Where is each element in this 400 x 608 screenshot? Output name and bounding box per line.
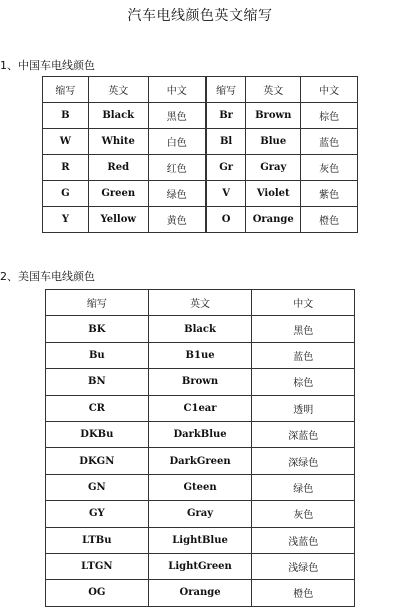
table-cell: 棕色 bbox=[252, 369, 355, 395]
table-cell: 紫色 bbox=[301, 181, 358, 207]
column-header: 英文 bbox=[246, 77, 301, 103]
table-row bbox=[46, 580, 355, 606]
table-row bbox=[43, 155, 358, 181]
table-cell: 深蓝色 bbox=[252, 421, 355, 447]
table-cell: 透明 bbox=[252, 395, 355, 421]
table-cell: 黑色 bbox=[148, 103, 206, 129]
section-2-heading: 2、美国车电线颜色 bbox=[0, 270, 95, 283]
table-cell: BK bbox=[46, 316, 149, 342]
column-header: 缩写 bbox=[43, 77, 89, 103]
table-header-row bbox=[43, 77, 358, 103]
table-cell: LightBlue bbox=[148, 527, 252, 553]
table-cell: Gteen bbox=[148, 474, 252, 500]
table-cell: Orange bbox=[246, 207, 301, 233]
table-cell: GN bbox=[46, 474, 149, 500]
table-cell: 浅蓝色 bbox=[252, 527, 355, 553]
table-cell: Blue bbox=[246, 129, 301, 155]
table-cell: 灰色 bbox=[252, 501, 355, 527]
table-cell: Violet bbox=[246, 181, 301, 207]
table-cell: LTGN bbox=[46, 553, 149, 579]
table-cell: White bbox=[88, 129, 148, 155]
table-cell: LightGreen bbox=[148, 553, 252, 579]
table-row bbox=[43, 103, 358, 129]
table-cell: 黑色 bbox=[252, 316, 355, 342]
table-cell: 橙色 bbox=[301, 207, 358, 233]
table-cell: Gray bbox=[148, 501, 252, 527]
usa-wire-color-table bbox=[45, 289, 355, 607]
table-cell: 浅绿色 bbox=[252, 553, 355, 579]
table-row bbox=[43, 181, 358, 207]
table-cell: Br bbox=[206, 103, 246, 129]
table-cell: 棕色 bbox=[301, 103, 358, 129]
table-cell: 白色 bbox=[148, 129, 206, 155]
china-wire-color-table bbox=[42, 76, 358, 233]
table-row bbox=[46, 342, 355, 368]
table-cell: 红色 bbox=[148, 155, 206, 181]
table-cell: Green bbox=[88, 181, 148, 207]
table-cell: Brown bbox=[148, 369, 252, 395]
table-cell: 黄色 bbox=[148, 207, 206, 233]
column-header: 缩写 bbox=[206, 77, 246, 103]
table-row bbox=[46, 527, 355, 553]
table-cell: 灰色 bbox=[301, 155, 358, 181]
table-cell: Red bbox=[88, 155, 148, 181]
column-header: 中文 bbox=[252, 290, 355, 316]
table-cell: 蓝色 bbox=[252, 342, 355, 368]
table-cell: BN bbox=[46, 369, 149, 395]
table-cell: B1ue bbox=[148, 342, 252, 368]
table-cell: R bbox=[43, 155, 89, 181]
table-cell: Brown bbox=[246, 103, 301, 129]
table-row bbox=[46, 316, 355, 342]
table-cell: Black bbox=[148, 316, 252, 342]
table-row bbox=[46, 395, 355, 421]
table-cell: 深绿色 bbox=[252, 448, 355, 474]
table-cell: Gr bbox=[206, 155, 246, 181]
column-header: 英文 bbox=[148, 290, 252, 316]
table-cell: Yellow bbox=[88, 207, 148, 233]
table-cell: C1ear bbox=[148, 395, 252, 421]
table-cell: Gray bbox=[246, 155, 301, 181]
table-cell: LTBu bbox=[46, 527, 149, 553]
table-cell: G bbox=[43, 181, 89, 207]
table-cell: DKBu bbox=[46, 421, 149, 447]
table-row bbox=[46, 421, 355, 447]
table-header-row bbox=[46, 290, 355, 316]
table-cell: 橙色 bbox=[252, 580, 355, 606]
column-header: 中文 bbox=[301, 77, 358, 103]
table-cell: DarkGreen bbox=[148, 448, 252, 474]
table-cell: W bbox=[43, 129, 89, 155]
table-row bbox=[43, 207, 358, 233]
table-cell: Bu bbox=[46, 342, 149, 368]
column-header: 英文 bbox=[88, 77, 148, 103]
table-cell: Orange bbox=[148, 580, 252, 606]
table-cell: DarkBlue bbox=[148, 421, 252, 447]
table-cell: 绿色 bbox=[148, 181, 206, 207]
table-cell: GY bbox=[46, 501, 149, 527]
table-row bbox=[46, 474, 355, 500]
table-cell: 蓝色 bbox=[301, 129, 358, 155]
table-cell: Bl bbox=[206, 129, 246, 155]
column-header: 缩写 bbox=[46, 290, 149, 316]
table-cell: Black bbox=[88, 103, 148, 129]
table-row bbox=[46, 553, 355, 579]
table-cell: CR bbox=[46, 395, 149, 421]
table-cell: B bbox=[43, 103, 89, 129]
table-row bbox=[43, 129, 358, 155]
table-row bbox=[46, 501, 355, 527]
table-cell: OG bbox=[46, 580, 149, 606]
table-cell: DKGN bbox=[46, 448, 149, 474]
table-cell: 绿色 bbox=[252, 474, 355, 500]
table-cell: Y bbox=[43, 207, 89, 233]
table-cell: V bbox=[206, 181, 246, 207]
page-title: 汽车电线颜色英文缩写 bbox=[127, 8, 273, 24]
column-header: 中文 bbox=[148, 77, 206, 103]
section-1-heading: 1、中国车电线颜色 bbox=[0, 59, 95, 72]
table-row bbox=[46, 369, 355, 395]
table-cell: O bbox=[206, 207, 246, 233]
table-row bbox=[46, 448, 355, 474]
